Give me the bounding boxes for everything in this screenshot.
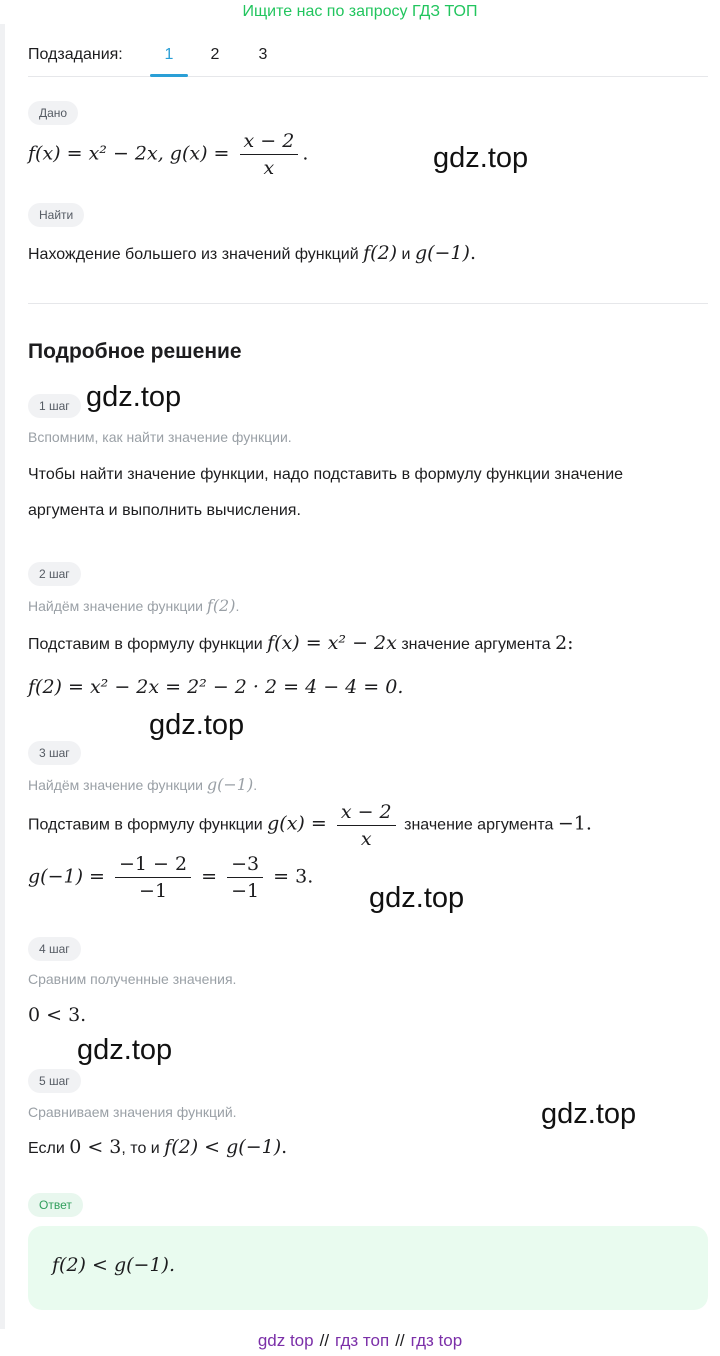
given-tag: Дано: [28, 101, 78, 125]
subtask-tabs: [28, 38, 708, 77]
tab-subtask-1[interactable]: 1: [150, 46, 188, 64]
watermark: gdz.top: [433, 142, 529, 174]
watermark: gdz.top: [149, 709, 245, 741]
step-5-conclusion: Если 0 < 3, то и f(2) < g(−1).: [28, 1136, 288, 1158]
find-text: Нахождение большего из значений функций f(2) и g(−1).: [28, 242, 476, 264]
step-5-hint: Сравниваем значения функций.: [28, 1104, 237, 1120]
watermark: gdz.top: [86, 381, 182, 413]
find-tag: Найти: [28, 203, 84, 227]
solution-title: Подробное решение: [28, 340, 242, 363]
step-3-tag: 3 шаг: [28, 741, 81, 765]
step-4-comparison: 0 < 3.: [28, 1004, 87, 1026]
step-1-hint: Вспомним, как найти значение функции.: [28, 429, 292, 445]
step-1-line-2: аргумента и выполнить вычисления.: [28, 502, 301, 519]
watermark: gdz.top: [369, 882, 465, 914]
given-formula: f(x) = x² − 2x, g(x) = $\frac{x - 2}{x}$ .: [28, 130, 309, 179]
watermark: gdz.top: [77, 1034, 173, 1066]
left-rail: [0, 24, 5, 1329]
top-banner: Ищите нас по запросу ГДЗ ТОП: [242, 3, 478, 20]
step-3-hint: Найдём значение функции g(−1).: [28, 775, 258, 794]
step-5-tag: 5 шаг: [28, 1069, 81, 1093]
step-2-hint: Найдём значение функции f(2).: [28, 596, 240, 615]
link-gdz-top-cyrillic[interactable]: гдз топ: [335, 1331, 390, 1350]
step-4-hint: Сравним полученные значения.: [28, 971, 237, 987]
step-2-calculation: f(2) = x² − 2x = 2² − 2 · 2 = 4 − 4 = 0.: [28, 676, 404, 698]
answer-tag: Ответ: [28, 1193, 83, 1217]
watermark: gdz.top: [541, 1098, 637, 1130]
step-1-line-1: Чтобы найти значение функции, надо подставить в формулу функции значение: [28, 466, 624, 483]
link-separator: //: [395, 1331, 405, 1350]
tab-subtask-2[interactable]: 2: [210, 46, 220, 63]
divider: [28, 303, 708, 304]
link-gdz-top-mixed[interactable]: гдз top: [410, 1331, 463, 1350]
answer-box: [28, 1226, 708, 1310]
link-separator: //: [319, 1331, 330, 1350]
link-gdz-top[interactable]: gdz top: [257, 1331, 314, 1350]
step-4-tag: 4 шаг: [28, 937, 81, 961]
step-1-tag: 1 шаг: [28, 394, 81, 418]
tab-subtask-3[interactable]: 3: [258, 46, 268, 63]
step-2-substitution: Подставим в формулу функции f(x) = x² − 2x значение аргумента 2:: [28, 632, 574, 654]
answer-text: f(2) < g(−1).: [52, 1254, 175, 1276]
bottom-links: [0, 1328, 720, 1356]
step-3-substitution: Подставим в формулу функции g(x) = $\frac{x - 2}{x}$ значение аргумента −1.: [28, 801, 592, 850]
subtasks-label: Подзадания:: [28, 46, 123, 63]
step-3-calculation: g(−1) = $\frac{-1 - 2}{-1}$ = $\frac{-3}{-1}$ = 3.: [28, 853, 314, 902]
step-2-tag: 2 шаг: [28, 562, 81, 586]
